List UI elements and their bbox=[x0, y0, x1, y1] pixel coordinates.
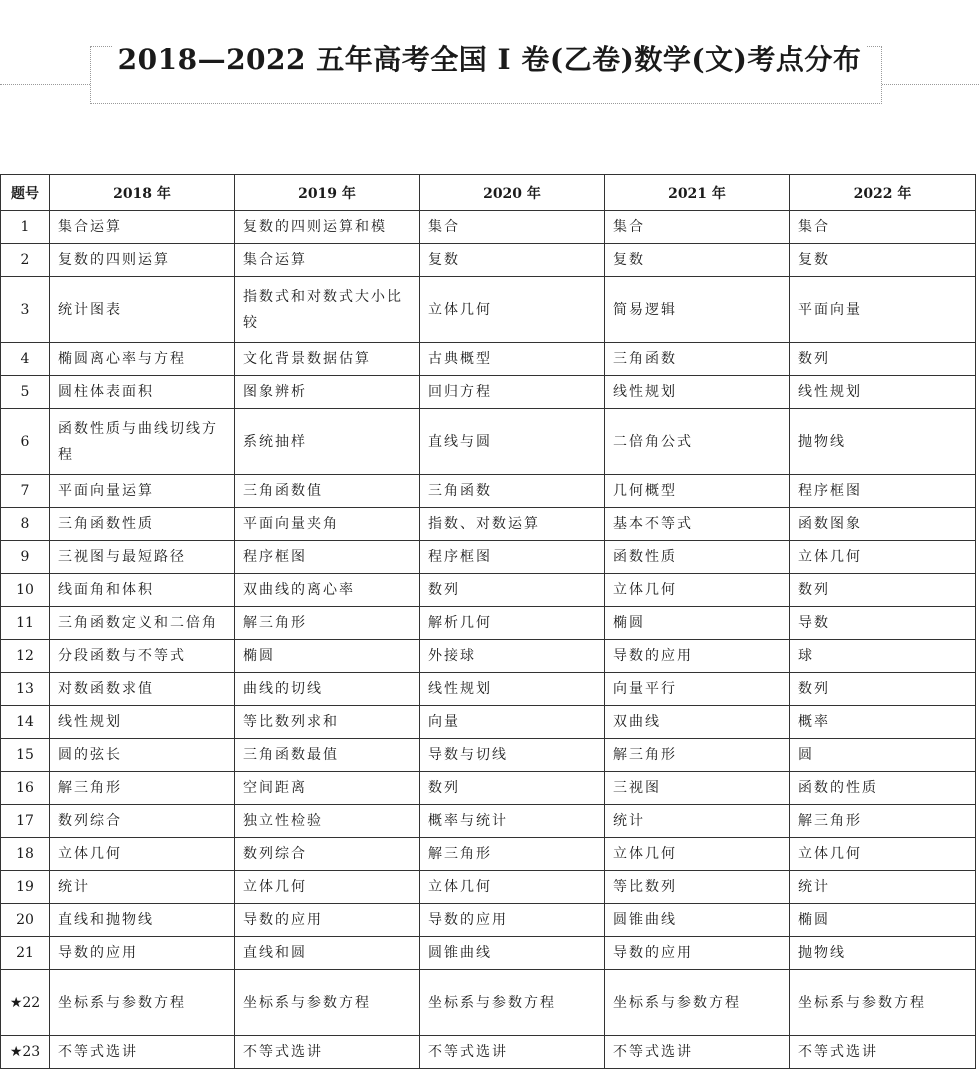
question-number: 12 bbox=[1, 640, 50, 673]
topic-cell-2019: 复数的四则运算和模 bbox=[235, 211, 420, 244]
question-number: 19 bbox=[1, 871, 50, 904]
topic-cell-2021: 导数的应用 bbox=[605, 937, 790, 970]
topic-cell-2020: 解析几何 bbox=[420, 607, 605, 640]
topic-cell-2019: 集合运算 bbox=[235, 244, 420, 277]
topic-cell-2020: 指数、对数运算 bbox=[420, 508, 605, 541]
topic-cell-2018: 直线和抛物线 bbox=[50, 904, 235, 937]
topic-cell-2022: 数列 bbox=[790, 673, 976, 706]
question-number: 7 bbox=[1, 475, 50, 508]
topic-cell-2018: 坐标系与参数方程 bbox=[50, 970, 235, 1036]
title-rule-left bbox=[0, 84, 90, 85]
topic-cell-2021: 双曲线 bbox=[605, 706, 790, 739]
topic-cell-2018: 圆的弦长 bbox=[50, 739, 235, 772]
topic-cell-2018: 复数的四则运算 bbox=[50, 244, 235, 277]
topic-cell-2020: 立体几何 bbox=[420, 277, 605, 343]
topic-cell-2022: 立体几何 bbox=[790, 541, 976, 574]
topic-cell-2022: 解三角形 bbox=[790, 805, 976, 838]
topic-cell-2018: 函数性质与曲线切线方程 bbox=[50, 409, 235, 475]
topic-cell-2019: 平面向量夹角 bbox=[235, 508, 420, 541]
topic-cell-2020: 直线与圆 bbox=[420, 409, 605, 475]
topic-cell-2022: 立体几何 bbox=[790, 838, 976, 871]
header-2018: 2018 年 bbox=[50, 175, 235, 211]
question-number: 16 bbox=[1, 772, 50, 805]
topic-cell-2018: 线性规划 bbox=[50, 706, 235, 739]
topic-cell-2018: 立体几何 bbox=[50, 838, 235, 871]
question-number: 20 bbox=[1, 904, 50, 937]
question-number: ★22 bbox=[1, 970, 50, 1036]
topic-cell-2020: 导数与切线 bbox=[420, 739, 605, 772]
topic-cell-2019: 系统抽样 bbox=[235, 409, 420, 475]
question-number: 4 bbox=[1, 343, 50, 376]
question-number: 10 bbox=[1, 574, 50, 607]
table-row bbox=[1, 1036, 976, 1069]
topic-cell-2019: 空间距离 bbox=[235, 772, 420, 805]
topic-cell-2019: 不等式选讲 bbox=[235, 1036, 420, 1069]
topic-cell-2022: 线性规划 bbox=[790, 376, 976, 409]
topic-cell-2018: 线面角和体积 bbox=[50, 574, 235, 607]
topic-cell-2018: 解三角形 bbox=[50, 772, 235, 805]
topic-cell-2019: 文化背景数据估算 bbox=[235, 343, 420, 376]
topic-cell-2020: 数列 bbox=[420, 772, 605, 805]
question-number: 2 bbox=[1, 244, 50, 277]
topic-cell-2019: 双曲线的离心率 bbox=[235, 574, 420, 607]
topic-cell-2020: 不等式选讲 bbox=[420, 1036, 605, 1069]
topic-cell-2018: 分段函数与不等式 bbox=[50, 640, 235, 673]
header-2021: 2021 年 bbox=[605, 175, 790, 211]
question-number: 8 bbox=[1, 508, 50, 541]
topic-cell-2021: 导数的应用 bbox=[605, 640, 790, 673]
header-row bbox=[1, 175, 976, 211]
topic-cell-2018: 三视图与最短路径 bbox=[50, 541, 235, 574]
topic-cell-2021: 集合 bbox=[605, 211, 790, 244]
table-row bbox=[1, 541, 976, 574]
topic-cell-2019: 椭圆 bbox=[235, 640, 420, 673]
topic-cell-2020: 回归方程 bbox=[420, 376, 605, 409]
topic-cell-2021: 圆锥曲线 bbox=[605, 904, 790, 937]
table-row bbox=[1, 607, 976, 640]
question-number: 9 bbox=[1, 541, 50, 574]
topic-cell-2022: 坐标系与参数方程 bbox=[790, 970, 976, 1036]
topic-cell-2021: 基本不等式 bbox=[605, 508, 790, 541]
topic-cell-2020: 三角函数 bbox=[420, 475, 605, 508]
topic-cell-2019: 图象辨析 bbox=[235, 376, 420, 409]
table-row bbox=[1, 211, 976, 244]
topic-cell-2018: 不等式选讲 bbox=[50, 1036, 235, 1069]
topic-cell-2021: 三角函数 bbox=[605, 343, 790, 376]
topic-cell-2021: 不等式选讲 bbox=[605, 1036, 790, 1069]
topic-cell-2021: 二倍角公式 bbox=[605, 409, 790, 475]
topic-cell-2022: 程序框图 bbox=[790, 475, 976, 508]
topic-cell-2020: 圆锥曲线 bbox=[420, 937, 605, 970]
question-number: 5 bbox=[1, 376, 50, 409]
topic-cell-2018: 数列综合 bbox=[50, 805, 235, 838]
question-number: 14 bbox=[1, 706, 50, 739]
topic-cell-2020: 外接球 bbox=[420, 640, 605, 673]
topic-cell-2022: 数列 bbox=[790, 574, 976, 607]
topic-cell-2021: 函数性质 bbox=[605, 541, 790, 574]
topic-cell-2022: 导数 bbox=[790, 607, 976, 640]
topic-cell-2022: 椭圆 bbox=[790, 904, 976, 937]
topic-cell-2018: 导数的应用 bbox=[50, 937, 235, 970]
table-row bbox=[1, 838, 976, 871]
table-row bbox=[1, 805, 976, 838]
topic-cell-2022: 抛物线 bbox=[790, 409, 976, 475]
topic-cell-2019: 程序框图 bbox=[235, 541, 420, 574]
topic-cell-2020: 坐标系与参数方程 bbox=[420, 970, 605, 1036]
topic-cell-2019: 独立性检验 bbox=[235, 805, 420, 838]
question-number: 17 bbox=[1, 805, 50, 838]
topic-cell-2022: 函数的性质 bbox=[790, 772, 976, 805]
topic-cell-2018: 圆柱体表面积 bbox=[50, 376, 235, 409]
topic-cell-2019: 指数式和对数式大小比较 bbox=[235, 277, 420, 343]
table-row bbox=[1, 640, 976, 673]
topic-cell-2022: 概率 bbox=[790, 706, 976, 739]
topic-cell-2021: 立体几何 bbox=[605, 574, 790, 607]
topic-cell-2021: 线性规划 bbox=[605, 376, 790, 409]
exam-topic-table bbox=[0, 174, 976, 1069]
topic-cell-2022: 数列 bbox=[790, 343, 976, 376]
topic-cell-2021: 等比数列 bbox=[605, 871, 790, 904]
topic-cell-2019: 立体几何 bbox=[235, 871, 420, 904]
topic-cell-2018: 三角函数性质 bbox=[50, 508, 235, 541]
topic-cell-2019: 坐标系与参数方程 bbox=[235, 970, 420, 1036]
topic-cell-2021: 几何概型 bbox=[605, 475, 790, 508]
topic-cell-2020: 数列 bbox=[420, 574, 605, 607]
question-number: 1 bbox=[1, 211, 50, 244]
topic-cell-2020: 导数的应用 bbox=[420, 904, 605, 937]
topic-cell-2019: 解三角形 bbox=[235, 607, 420, 640]
topic-cell-2022: 不等式选讲 bbox=[790, 1036, 976, 1069]
page-title-text: 2018—2022 五年高考全国 I 卷(乙卷)数学(文)考点分布 bbox=[112, 43, 868, 76]
topic-cell-2020: 古典概型 bbox=[420, 343, 605, 376]
table-row bbox=[1, 277, 976, 343]
header-num: 题号 bbox=[1, 175, 50, 211]
topic-cell-2020: 解三角形 bbox=[420, 838, 605, 871]
topic-cell-2020: 概率与统计 bbox=[420, 805, 605, 838]
question-number: 11 bbox=[1, 607, 50, 640]
topic-cell-2021: 坐标系与参数方程 bbox=[605, 970, 790, 1036]
page-title bbox=[0, 38, 979, 78]
topic-cell-2019: 曲线的切线 bbox=[235, 673, 420, 706]
topic-cell-2019: 三角函数值 bbox=[235, 475, 420, 508]
topic-cell-2020: 程序框图 bbox=[420, 541, 605, 574]
table-row bbox=[1, 376, 976, 409]
topic-cell-2022: 圆 bbox=[790, 739, 976, 772]
topic-cell-2022: 集合 bbox=[790, 211, 976, 244]
topic-cell-2019: 三角函数最值 bbox=[235, 739, 420, 772]
topic-cell-2021: 立体几何 bbox=[605, 838, 790, 871]
table-row bbox=[1, 871, 976, 904]
topic-cell-2021: 简易逻辑 bbox=[605, 277, 790, 343]
question-number: 21 bbox=[1, 937, 50, 970]
table-row bbox=[1, 508, 976, 541]
topic-cell-2018: 统计图表 bbox=[50, 277, 235, 343]
topic-cell-2021: 椭圆 bbox=[605, 607, 790, 640]
table-row bbox=[1, 937, 976, 970]
table-row bbox=[1, 739, 976, 772]
question-number: 15 bbox=[1, 739, 50, 772]
topic-cell-2022: 球 bbox=[790, 640, 976, 673]
topic-cell-2020: 立体几何 bbox=[420, 871, 605, 904]
table-row bbox=[1, 574, 976, 607]
topic-cell-2022: 平面向量 bbox=[790, 277, 976, 343]
table-row bbox=[1, 475, 976, 508]
header-2019: 2019 年 bbox=[235, 175, 420, 211]
question-number: 6 bbox=[1, 409, 50, 475]
table-row bbox=[1, 673, 976, 706]
topic-cell-2018: 椭圆离心率与方程 bbox=[50, 343, 235, 376]
question-number: 18 bbox=[1, 838, 50, 871]
table-row bbox=[1, 343, 976, 376]
question-number: ★23 bbox=[1, 1036, 50, 1069]
topic-cell-2020: 向量 bbox=[420, 706, 605, 739]
topic-cell-2022: 复数 bbox=[790, 244, 976, 277]
table-row bbox=[1, 409, 976, 475]
topic-cell-2019: 直线和圆 bbox=[235, 937, 420, 970]
table-row bbox=[1, 706, 976, 739]
topic-cell-2018: 对数函数求值 bbox=[50, 673, 235, 706]
topic-cell-2022: 统计 bbox=[790, 871, 976, 904]
topic-cell-2018: 三角函数定义和二倍角 bbox=[50, 607, 235, 640]
topic-cell-2019: 等比数列求和 bbox=[235, 706, 420, 739]
topic-cell-2021: 解三角形 bbox=[605, 739, 790, 772]
table-row bbox=[1, 244, 976, 277]
topic-cell-2021: 三视图 bbox=[605, 772, 790, 805]
topic-cell-2021: 复数 bbox=[605, 244, 790, 277]
question-number: 3 bbox=[1, 277, 50, 343]
topic-cell-2022: 抛物线 bbox=[790, 937, 976, 970]
table-row bbox=[1, 772, 976, 805]
topic-cell-2020: 集合 bbox=[420, 211, 605, 244]
header-2020: 2020 年 bbox=[420, 175, 605, 211]
topic-cell-2021: 统计 bbox=[605, 805, 790, 838]
topic-cell-2018: 集合运算 bbox=[50, 211, 235, 244]
topic-cell-2020: 复数 bbox=[420, 244, 605, 277]
topic-cell-2019: 导数的应用 bbox=[235, 904, 420, 937]
topic-cell-2022: 函数图象 bbox=[790, 508, 976, 541]
header-2022: 2022 年 bbox=[790, 175, 976, 211]
table-row bbox=[1, 904, 976, 937]
topic-cell-2018: 统计 bbox=[50, 871, 235, 904]
topic-cell-2021: 向量平行 bbox=[605, 673, 790, 706]
topic-cell-2018: 平面向量运算 bbox=[50, 475, 235, 508]
topic-cell-2019: 数列综合 bbox=[235, 838, 420, 871]
title-area bbox=[0, 0, 979, 110]
topic-cell-2020: 线性规划 bbox=[420, 673, 605, 706]
table-row bbox=[1, 970, 976, 1036]
question-number: 13 bbox=[1, 673, 50, 706]
title-rule-right bbox=[882, 84, 979, 85]
